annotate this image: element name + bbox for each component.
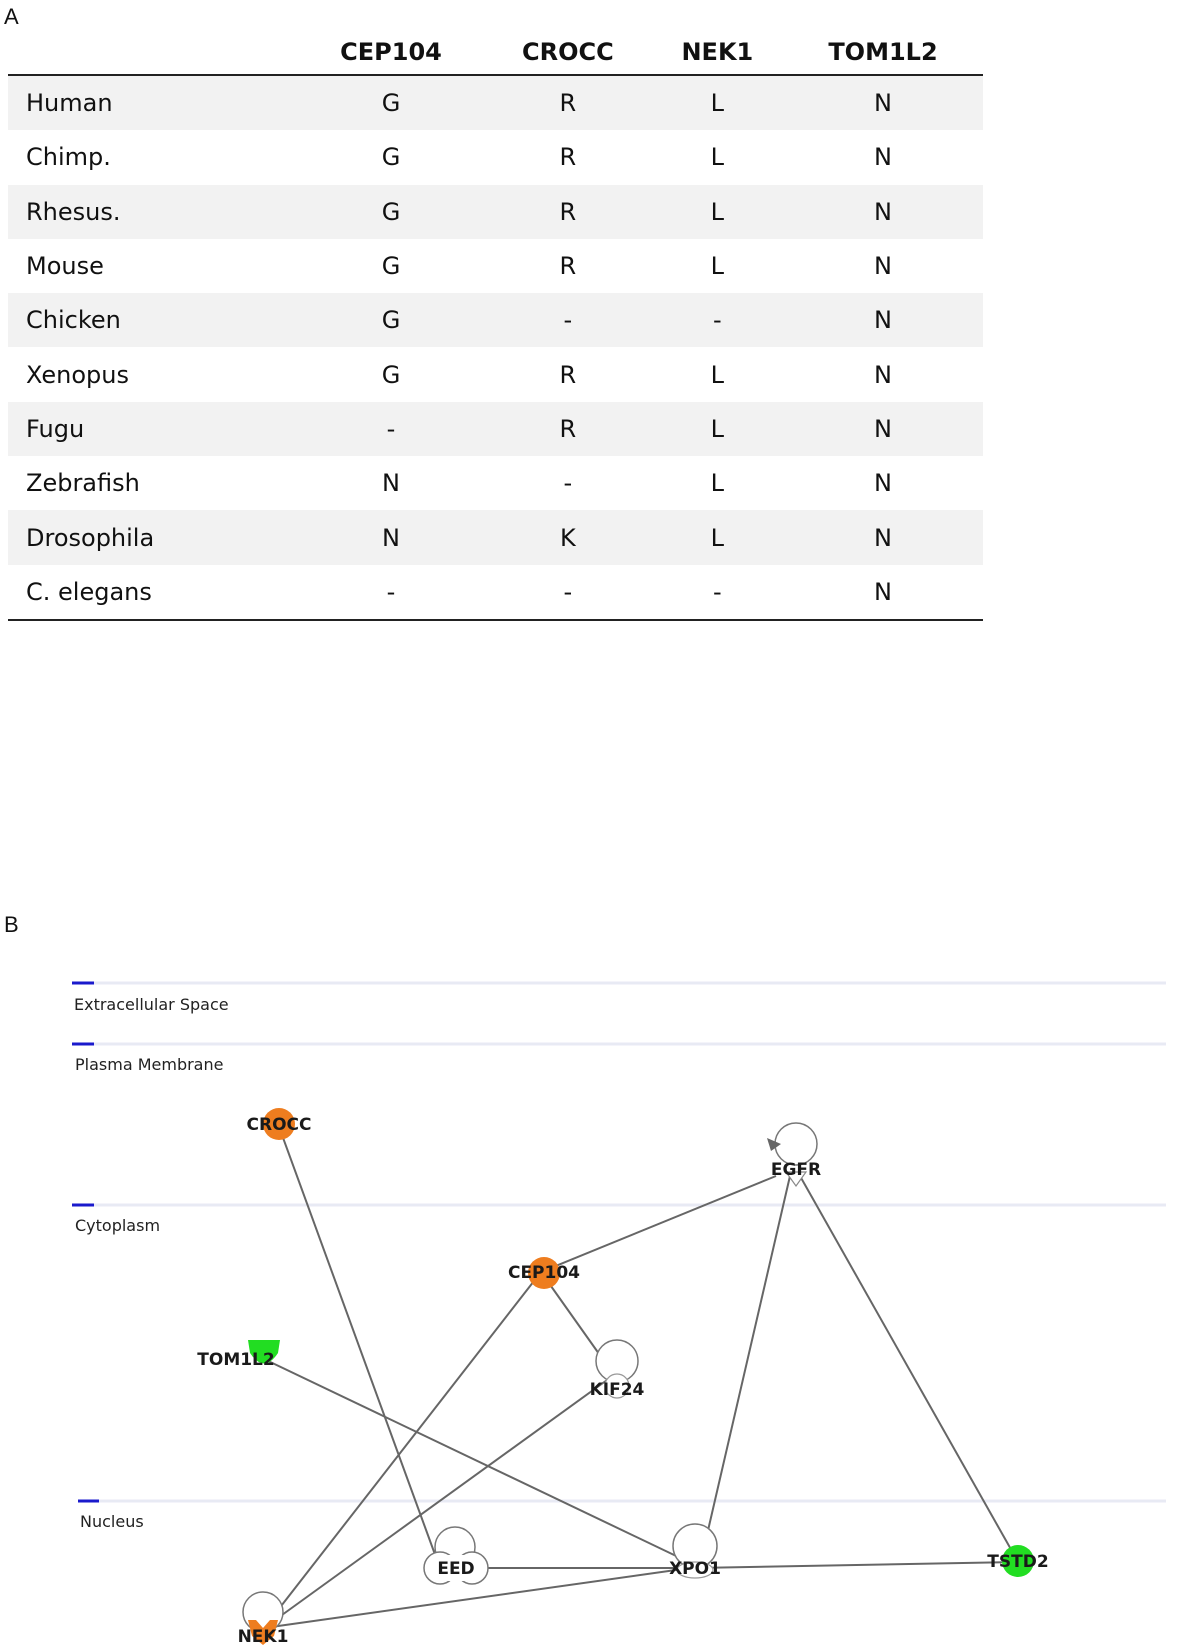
residue-cell: N [783,402,983,456]
node-eed[interactable] [424,1527,488,1584]
species-name: Human [8,75,298,130]
node-label: CROCC [246,1115,312,1135]
residue-cell: - [563,469,573,498]
residue-cell: N [298,510,484,564]
species-name: Rhesus. [8,185,298,239]
table-row [8,75,983,130]
residue-cell: R [484,185,652,239]
residue-cell: N [783,510,983,564]
residue-cell: N [783,293,983,347]
panel-label-a: A [4,4,19,29]
residue-cell: - [298,402,484,456]
residue-cell: - [484,565,652,620]
residue-cell: G [381,143,401,172]
compartment-label: Plasma Membrane [75,1055,224,1074]
node-label: EGFR [770,1160,822,1180]
residue-cell: N [874,143,892,172]
residue-cell: K [484,510,652,564]
table-header-row [8,30,983,75]
residue-cell: L [710,143,725,172]
residue-cell: L [710,252,725,281]
residue-cell: - [298,565,484,620]
species-name: C. elegans [8,565,298,620]
residue-cell: N [783,75,983,130]
node-tom1l2[interactable] [197,1340,280,1370]
compartment-cytoplasm [72,1205,1166,1235]
residue-cell: N [874,360,892,389]
table-row [8,239,983,293]
node-kif24[interactable] [590,1340,645,1400]
self-loop-circle-icon [243,1592,283,1632]
residue-cell: L [652,402,783,456]
species-name: Chicken [8,293,298,347]
residue-cell: N [783,565,983,620]
residue-cell: R [484,402,652,456]
residue-cell: R [559,143,577,172]
node-cep104[interactable] [508,1257,580,1289]
column-header: CROCC [484,30,652,75]
compartment-nucleus [78,1501,1166,1531]
residue-cell: R [484,75,652,130]
node-label: CEP104 [507,1263,581,1283]
node-crocc[interactable] [247,1108,312,1140]
residue-cell: G [298,185,484,239]
residue-cell: R [559,252,577,281]
residue-cell: G [298,75,484,130]
edge-xpo1-tstd2 [695,1562,1017,1568]
edges [264,1124,1017,1628]
node-xpo1[interactable] [669,1524,721,1579]
species-name: Xenopus [26,360,129,389]
node-nek1[interactable] [238,1592,289,1647]
table-row [8,510,983,564]
panel-label-b: B [4,912,19,937]
column-header: CEP104 [298,30,484,75]
node-label: TOM1L2 [197,1350,275,1370]
column-header: TOM1L2 [783,30,983,75]
compartment-plasma-membrane [72,1044,1166,1074]
node-egfr[interactable] [767,1123,821,1186]
edge-crocc-eed [278,1124,437,1560]
residue-cell: L [710,469,725,498]
edge-egfr-xpo1 [700,1176,790,1565]
residue-cell: - [652,293,783,347]
residue-cell: G [381,360,401,389]
compartment-label: Cytoplasm [75,1216,161,1235]
interaction-network [0,940,1182,1649]
self-loop-circle-icon [775,1123,817,1165]
table-row [8,402,983,456]
node-label: KIF24 [589,1380,645,1400]
table-row [8,347,983,401]
table-row [8,185,983,239]
node-label: EED [437,1559,475,1579]
compartment-extracellular [72,983,1166,1014]
residue-cell: N [783,185,983,239]
species-name: Chimp. [26,143,111,172]
column-header: NEK1 [652,30,783,75]
residue-cell: - [484,293,652,347]
residue-cell: G [298,293,484,347]
residue-cell: - [652,565,783,620]
residue-cell: L [652,185,783,239]
table-row [8,565,983,620]
species-name: Zebrafish [26,469,140,498]
compartment-label: Extracellular Space [74,995,229,1014]
residue-cell: N [382,469,400,498]
residue-cell: N [874,469,892,498]
compartment-label: Nucleus [80,1512,144,1531]
table-row [8,293,983,347]
table-row [8,456,983,510]
residue-cell: L [710,360,725,389]
node-label: NEK1 [237,1627,289,1647]
conservation-table [8,30,983,621]
species-name: Fugu [8,402,298,456]
species-name: Mouse [26,252,104,281]
residue-cell: L [652,510,783,564]
species-name: Drosophila [8,510,298,564]
residue-cell: G [381,252,401,281]
node-tstd2[interactable] [987,1545,1048,1577]
edge-cep104-nek1 [264,1272,541,1628]
residue-cell: L [652,75,783,130]
residue-cell: N [874,252,892,281]
column-header [8,30,298,75]
node-label: XPO1 [669,1559,721,1579]
edge-cep104-egfr [541,1176,776,1272]
table-row [8,130,983,184]
residue-cell: R [559,360,577,389]
node-label: TSTD2 [987,1552,1049,1572]
